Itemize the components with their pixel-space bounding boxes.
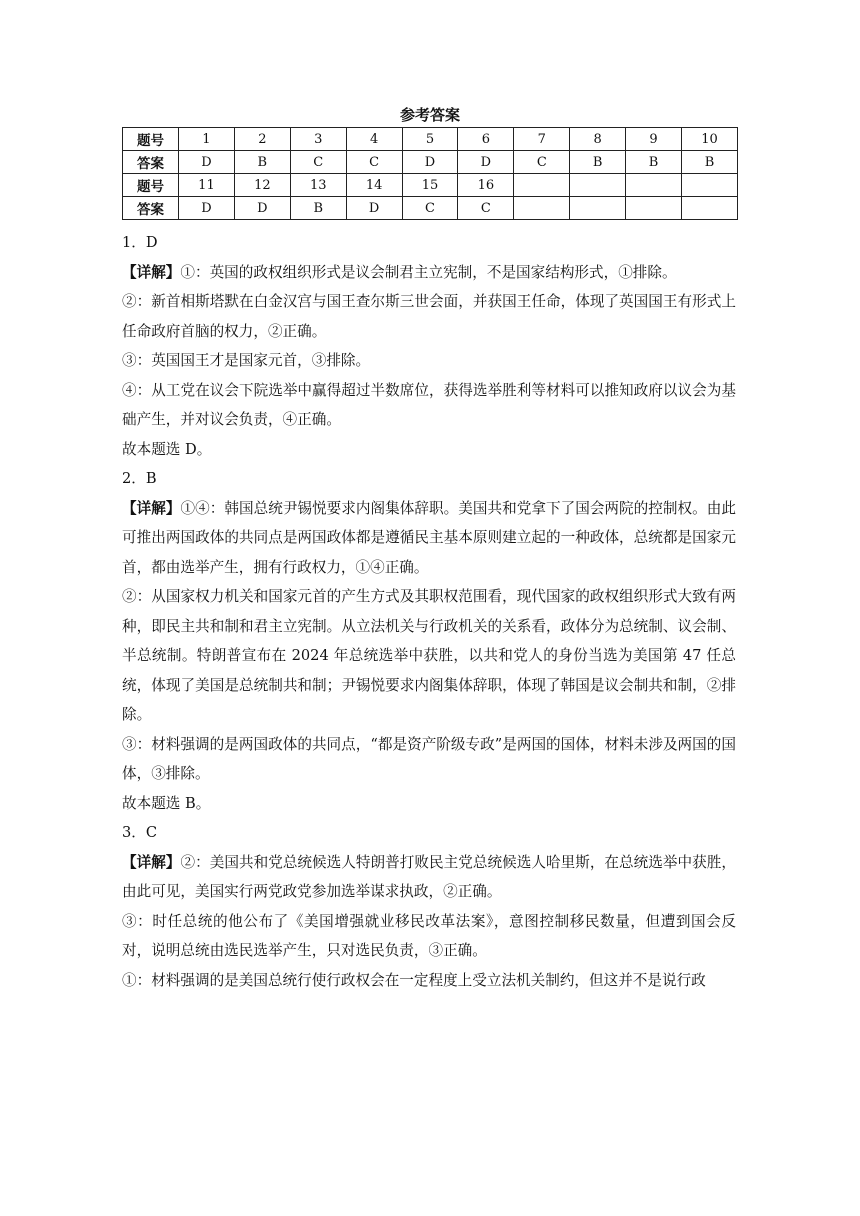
explanation-paragraph [122, 789, 736, 819]
question-number-cell: 14 [346, 174, 402, 197]
explanation-text: ②：新首相斯塔默在白金汉宫与国王查尔斯三世会面，并获国王任命，体现了英国国王有形式上任命政府首脑的权力，②正确。 [122, 293, 736, 340]
answer-cell: B [626, 151, 682, 174]
explanation-tag: 【详解】 [122, 853, 181, 871]
question-number-cell [514, 174, 570, 197]
question-number-cell: 2 [234, 128, 290, 151]
explanation-paragraph [122, 287, 736, 346]
explanation-paragraph [122, 848, 736, 907]
answer-cell: D [458, 151, 514, 174]
explanation-text: ②：美国共和党总统候选人特朗普打败民主党总统候选人哈里斯，在总统选举中获胜，由此可见，美国实行两党政党参加选举谋求执政，②正确。 [122, 853, 736, 900]
answer-cell: D [402, 151, 458, 174]
explanation-paragraph [122, 966, 736, 996]
answer-cell: C [290, 151, 346, 174]
question-number-cell: 4 [346, 128, 402, 151]
explanation-text: ③：英国国王才是国家元首，③排除。 [122, 352, 371, 369]
answer-cell: D [179, 197, 235, 220]
table-row-question-numbers [123, 128, 738, 151]
answer-label: 答案 [123, 197, 179, 220]
question-answer-heading: 1．D [122, 234, 158, 251]
explanation-text: 故本题选 B。 [122, 794, 211, 812]
question-number-cell: 1 [179, 128, 235, 151]
explanation-text: ④：从工党在议会下院选举中赢得超过半数席位，获得选举胜利等材料可以推知政府以议会为基础产生，并对议会负责，④正确。 [122, 381, 736, 428]
answer-cell: B [682, 151, 738, 174]
explanation-paragraph [122, 907, 736, 966]
explanation-tag: 【详解】 [122, 263, 181, 281]
explanation-text: ③：材料强调的是两国政体的共同点，“都是资产阶级专政”是两国的国体，材料未涉及两国的国体，③排除。 [122, 735, 736, 782]
answer-cell: D [234, 197, 290, 220]
answer-cell: B [570, 151, 626, 174]
question-number-cell: 13 [290, 174, 346, 197]
table-row-answers [123, 197, 738, 220]
answer-label: 答案 [123, 151, 179, 174]
explanation-paragraph [122, 730, 736, 789]
question-number-cell: 10 [682, 128, 738, 151]
answer-table [122, 127, 738, 220]
answer-explanations [122, 228, 736, 995]
answer-cell: B [290, 197, 346, 220]
explanation-text: ③：时任总统的他公布了《美国增强就业移民改革法案》，意图控制移民数量，但遭到国会反对，说明总统由选民选举产生，只对选民负责，③正确。 [122, 912, 736, 959]
explanation-text: ①：英国的政权组织形式是议会制君主立宪制，不是国家结构形式，①排除。 [180, 263, 677, 281]
explanation-paragraph [122, 582, 736, 730]
explanation-paragraph [122, 376, 736, 435]
answer-cell: C [402, 197, 458, 220]
question-answer-heading: 3．C [122, 824, 158, 841]
explanation-text: ①：材料强调的是美国总统行使行政权会在一定程度上受立法机关制约，但这并不是说行政 [122, 971, 706, 989]
answer-cell [682, 197, 738, 220]
answer-cell [570, 197, 626, 220]
explanation-paragraph [122, 346, 736, 376]
question-number-cell [626, 174, 682, 197]
question-number-cell: 15 [402, 174, 458, 197]
answer-cell: C [514, 151, 570, 174]
question-number-cell: 9 [626, 128, 682, 151]
explanation-paragraph [122, 258, 736, 288]
answer-cell: C [458, 197, 514, 220]
question-number-cell: 5 [402, 128, 458, 151]
answer-cell: C [346, 151, 402, 174]
answer-cell [626, 197, 682, 220]
answer-cell: B [234, 151, 290, 174]
question-number-cell: 3 [290, 128, 346, 151]
explanation-text: 故本题选 D。 [122, 440, 212, 458]
question-number-cell [682, 174, 738, 197]
explanation-paragraph [122, 435, 736, 465]
table-row-question-numbers [123, 174, 738, 197]
explanation-text: ②：从国家权力机关和国家元首的产生方式及其职权范围看，现代国家的政权组织形式大致有两种，即民主共和制和君主立宪制。从立法机关与行政机关的关系看，政体分为总统制、议会制、半总统制。特朗普宣布在 2024 年总统选举中获胜，以共和党人的身份当选为美国第 47 任总统，体现了美国是总统制共和制；尹锡悦要求内阁集体辞职，体现了韩国是议会制共和制，②排除。 [122, 588, 736, 723]
question-number-label: 题号 [123, 174, 179, 197]
table-row-answers [123, 151, 738, 174]
question-answer-heading: 2．B [122, 470, 157, 487]
answer-cell: D [179, 151, 235, 174]
explanation-text: ①④：韩国总统尹锡悦要求内阁集体辞职。美国共和党拿下了国会两院的控制权。由此可推出两国政体的共同点是两国政体都是遵循民主基本原则建立起的一种政体，总统都是国家元首，都由选举产生，拥有行政权力，①④正确。 [122, 499, 736, 576]
question-number-label: 题号 [123, 128, 179, 151]
question-number-cell [570, 174, 626, 197]
answer-cell: D [346, 197, 402, 220]
explanation-paragraph [122, 494, 736, 583]
question-number-cell: 6 [458, 128, 514, 151]
answer-cell [514, 197, 570, 220]
question-number-cell: 12 [234, 174, 290, 197]
question-number-cell: 11 [179, 174, 235, 197]
page-title: 参考答案 [399, 106, 460, 124]
question-number-cell: 8 [570, 128, 626, 151]
question-number-cell: 16 [458, 174, 514, 197]
question-number-cell: 7 [514, 128, 570, 151]
explanation-tag: 【详解】 [122, 499, 181, 517]
